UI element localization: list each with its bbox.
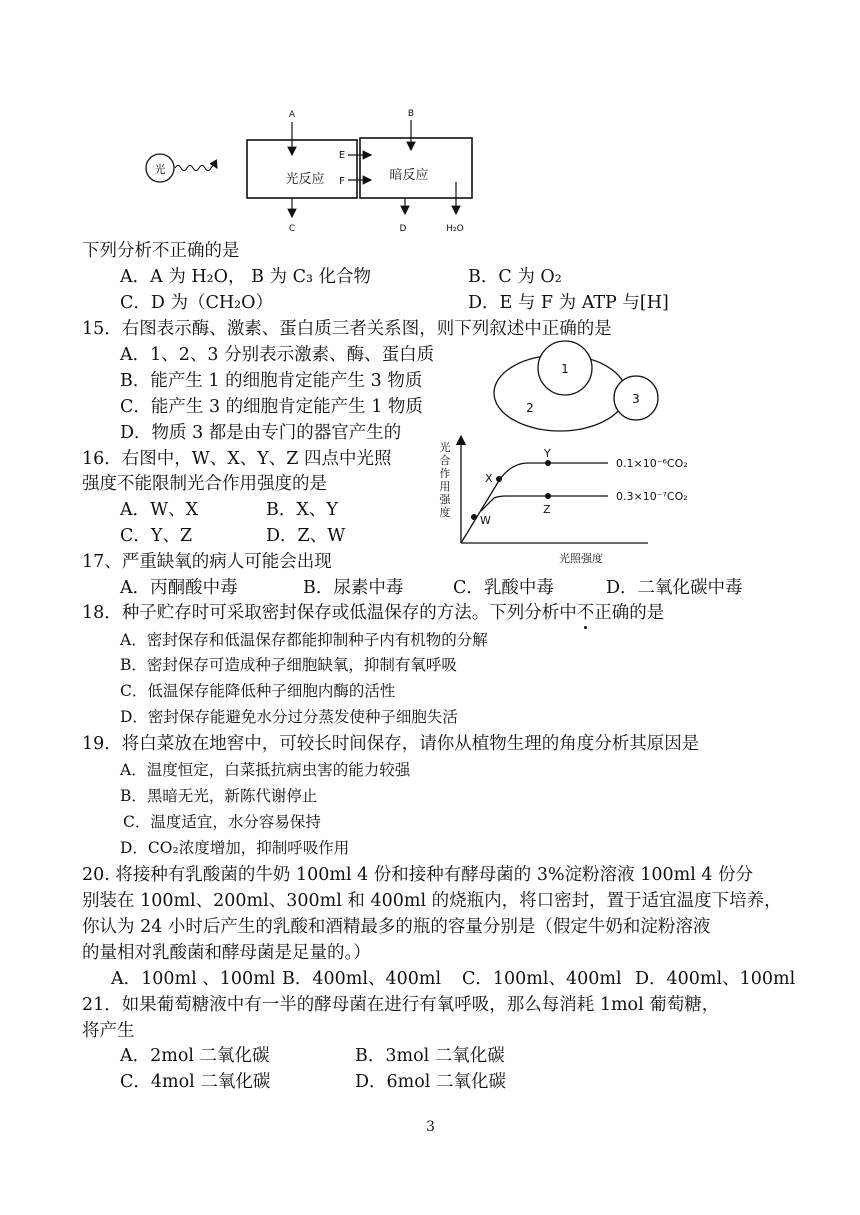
q16-stem-line1: 16．右图中，W、X、Y、Z 四点中光照: [82, 449, 392, 469]
photosynthesis-diagram: [135, 100, 495, 240]
light-reaction-label: 光反应: [285, 172, 325, 187]
ylabel-char-4: 用: [439, 480, 451, 493]
light-reaction-box: [247, 140, 357, 198]
q18-option-a: A．密封保存和低温保存都能抑制种子内有机物的分解: [120, 631, 488, 649]
dark-reaction-label: 暗反应: [389, 168, 429, 183]
q15-stem: 15．右图表示酶、激素、蛋白质三者关系图，则下列叙述中正确的是: [82, 319, 612, 339]
q21-option-c: C．4mol 二氧化碳: [120, 1072, 271, 1092]
q19-option-a: A．温度恒定，白菜抵抗病虫害的能力较强: [120, 761, 411, 779]
ylabel-char-6: 度: [439, 506, 451, 519]
q21-line1: 21．如果葡萄糖液中有一半的酵母菌在进行有氧呼吸，那么每消耗 1mol 葡萄糖，: [82, 995, 720, 1015]
ylabel-char-1: 光: [439, 441, 451, 454]
light-intensity-graph: [436, 432, 736, 572]
light-wave: [175, 166, 217, 171]
page-number: 3: [426, 1119, 435, 1135]
q20-option-a: A．100ml 、100ml: [111, 969, 276, 989]
label-w: W: [480, 514, 491, 527]
q17-option-d: D．二氧化碳中毒: [606, 578, 743, 598]
q16-option-a: A．W、X: [120, 500, 199, 520]
q20-line1: 20. 将接种有乳酸菌的牛奶 100ml 4 份和接种有酵母菌的 3%淀粉溶液 100ml 4 份分: [82, 865, 754, 885]
q14-option-d: D．E 与 F 为 ATP 与[H]: [468, 293, 669, 313]
q19-option-c: C．温度适宜，水分容易保持: [123, 813, 321, 831]
q20-line3: 你认为 24 小时后产生的乳酸和酒精最多的瓶的容量分别是（假定牛奶和淀粉溶液: [82, 917, 711, 937]
q17-option-a: A．丙酮酸中毒: [120, 578, 238, 598]
q14-option-b: B．C 为 O₂: [468, 267, 562, 287]
label-e: E: [338, 150, 346, 161]
q20-line2: 别装在 100ml、200ml、300ml 和 400ml 的烧瓶内，将口密封，置于适宜温度下培养，: [82, 891, 782, 911]
q16-option-b: B．X、Y: [266, 500, 338, 520]
q17-stem: 17、严重缺氧的病人可能会出现: [82, 552, 332, 572]
q16-option-c: C．Y、Z: [120, 526, 193, 546]
label-c: C: [288, 224, 296, 234]
label-z: Z: [543, 503, 551, 516]
q15-option-a: A．1、2、3 分别表示激素、酶、蛋白质: [120, 345, 435, 365]
point-x: [496, 476, 502, 482]
point-y: [545, 460, 551, 466]
label-3: 3: [632, 392, 640, 406]
q17-option-c: C．乳酸中毒: [453, 578, 554, 598]
q18-option-d: D．密封保存能避免水分过分蒸发使种子细胞失活: [120, 708, 458, 726]
q19-stem: 19．将白菜放在地窖中，可较长时间保存，请你从植物生理的角度分析其原因是: [82, 734, 700, 754]
q21-option-d: D．6mol 二氧化碳: [355, 1072, 506, 1092]
q21-option-a: A．2mol 二氧化碳: [120, 1046, 270, 1066]
q18-stem-emphasis: 不: [576, 603, 595, 623]
q20-option-d: D．400ml、100ml: [635, 969, 796, 989]
q18-option-b: B．密封保存可造成种子细胞缺氧，抑制有氧呼吸: [120, 656, 457, 674]
upper-curve: [461, 463, 602, 543]
label-d: D: [399, 224, 407, 234]
label-a: A: [288, 110, 296, 120]
q20-option-b: B．400ml、400ml: [282, 969, 442, 989]
q14-option-a: A．A 为 H₂O， B 为 C₃ 化合物: [120, 267, 372, 287]
q20-line4: 的量相对乳酸菌和酵母菌是足量的。）: [82, 943, 371, 963]
upper-curve-label: 0.1×10⁻⁶CO₂: [616, 457, 688, 470]
enzyme-hormone-protein-diagram: [488, 340, 668, 435]
label-f: F: [339, 176, 345, 187]
label-1: 1: [561, 362, 569, 376]
q19-option-b: B．黑暗无光，新陈代谢停止: [120, 787, 318, 805]
q17-option-b: B．尿素中毒: [303, 578, 404, 598]
label-h2o: H₂O: [446, 224, 464, 234]
point-w: [471, 514, 477, 520]
q19-option-d: D．CO₂浓度增加，抑制呼吸作用: [120, 839, 350, 857]
q18-stem-pre: 18．种子贮存时可采取密封保存或低温保存的方法。下列分析中: [82, 603, 577, 623]
q18-option-c: C．低温保存能降低种子细胞内酶的活性: [120, 682, 396, 700]
q16-option-d: D．Z、W: [266, 526, 346, 546]
q14-option-c: C．D 为（CH₂O）: [120, 293, 273, 313]
label-b: B: [407, 109, 415, 119]
x-axis-label: 光照强度: [559, 552, 603, 565]
label-2: 2: [526, 401, 534, 415]
lower-curve: [481, 496, 602, 511]
q18-stem-post: 正确的是: [594, 603, 665, 623]
q18-stem: [82, 603, 664, 625]
q15-option-b: B．能产生 1 的细胞肯定能产生 3 物质: [120, 371, 423, 391]
ylabel-char-3: 作: [439, 467, 451, 480]
light-label: 光: [154, 163, 166, 176]
q21-option-b: B．3mol 二氧化碳: [355, 1046, 505, 1066]
label-x: X: [485, 472, 493, 485]
q15-option-c: C．能产生 3 的细胞肯定能产生 1 物质: [120, 397, 423, 417]
q20-option-c: C．100ml、400ml: [462, 969, 622, 989]
point-z: [545, 493, 551, 499]
ylabel-char-2: 合: [439, 454, 451, 467]
q14-stem: 下列分析不正确的是: [82, 241, 240, 261]
q15-option-d: D．物质 3 都是由专门的器官产生的: [120, 423, 402, 443]
q16-stem-line2: 强度不能限制光合作用强度的是: [82, 474, 327, 494]
ylabel-char-5: 强: [439, 493, 451, 506]
q21-line2: 将产生: [82, 1021, 135, 1041]
label-y: Y: [544, 447, 551, 460]
lower-curve-label: 0.3×10⁻⁷CO₂: [616, 490, 688, 503]
